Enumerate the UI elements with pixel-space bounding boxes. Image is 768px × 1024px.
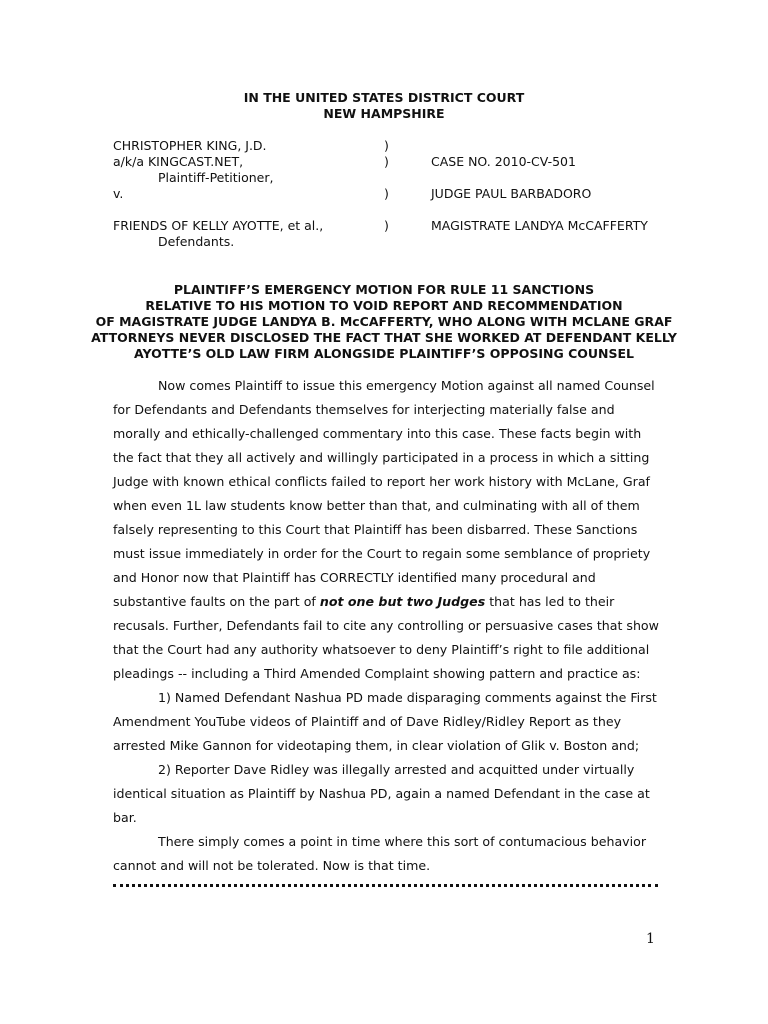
versus-label: v.: [113, 186, 124, 201]
body-line-tail: that has led to their: [485, 594, 615, 609]
motion-title-line: AYOTTE’S OLD LAW FIRM ALONGSIDE PLAINTIFF’S OPPOSING COUNSEL: [133, 346, 635, 361]
party-plaintiff-role: Plaintiff-Petitioner,: [158, 170, 274, 185]
body-line: recusals. Further, Defendants fail to cite any controlling or persuasive cases that show: [113, 618, 659, 633]
body-line: when even 1L law students know better than that, and culminating with all of them: [113, 498, 640, 513]
magistrate-name: MAGISTRATE LANDYA McCAFFERTY: [431, 218, 648, 233]
body-line: arrested Mike Gannon for videotaping them, in clear violation of Glik v. Boston and;: [113, 738, 640, 753]
motion-title-line: PLAINTIFF’S EMERGENCY MOTION FOR RULE 11 SANCTIONS: [173, 282, 595, 297]
body-line: identical situation as Plaintiff by Nashua PD, again a named Defendant in the case at: [113, 786, 650, 801]
caption-paren: ): [384, 218, 389, 233]
judge-name: JUDGE PAUL BARBADORO: [431, 186, 592, 201]
motion-title-line: ATTORNEYS NEVER DISCLOSED THE FACT THAT SHE WORKED AT DEFENDANT KELLY: [91, 330, 677, 345]
motion-title-line: OF MAGISTRATE JUDGE LANDYA B. McCAFFERTY, WHO ALONG WITH MCLANE GRAF: [95, 314, 673, 329]
body-line: must issue immediately in order for the Court to regain some semblance of propriety: [113, 546, 651, 561]
caption-paren: ): [384, 138, 389, 153]
caption-paren: ): [384, 154, 389, 169]
court-heading-line2: NEW HAMPSHIRE: [323, 106, 445, 121]
body-line-emphasis: [113, 590, 614, 614]
body-line: and Honor now that Plaintiff has CORRECTLY identified many procedural and: [113, 570, 596, 585]
emphasis-text: not one but two Judges: [319, 594, 486, 609]
body-line: that the Court had any authority whatsoever to deny Plaintiff’s right to file additional: [113, 642, 650, 657]
body-line: pleadings -- including a Third Amended Complaint showing pattern and practice as:: [113, 666, 641, 681]
body-line: There simply comes a point in time where this sort of contumacious behavior: [158, 834, 647, 849]
court-heading-line1: IN THE UNITED STATES DISTRICT COURT: [243, 90, 525, 105]
body-line: Amendment YouTube videos of Plaintiff and of Dave Ridley/Ridley Report as they: [113, 714, 622, 729]
party-plaintiff-name: CHRISTOPHER KING, J.D.: [113, 138, 267, 153]
caption-paren: ): [384, 186, 389, 201]
party-plaintiff-aka: a/k/a KINGCAST.NET,: [113, 154, 244, 169]
list-item-2: 2) Reporter Dave Ridley was illegally arrested and acquitted under virtually: [158, 762, 635, 777]
case-number: CASE NO. 2010-CV-501: [431, 154, 576, 169]
body-line: bar.: [113, 810, 137, 825]
body-line-lead: substantive faults on the part of: [113, 594, 316, 609]
page-number: 1: [646, 931, 655, 947]
party-defendant-name: FRIENDS OF KELLY AYOTTE, et al.,: [113, 218, 324, 233]
dotted-divider: [113, 884, 658, 887]
body-line: Judge with known ethical conflicts failed to report her work history with McLane, Graf: [113, 474, 650, 489]
body-line: morally and ethically-challenged commentary into this case. These facts begin with: [113, 426, 642, 441]
body-line: the fact that they all actively and willingly participated in a process in which a sitting: [113, 450, 650, 465]
party-defendant-role: Defendants.: [158, 234, 235, 249]
motion-title-line: RELATIVE TO HIS MOTION TO VOID REPORT AND RECOMMENDATION: [145, 298, 623, 313]
body-line: Now comes Plaintiff to issue this emergency Motion against all named Counsel: [158, 378, 655, 393]
body-line: for Defendants and Defendants themselves for interjecting materially false and: [113, 402, 615, 417]
body-line: falsely representing to this Court that Plaintiff has been disbarred. These Sanctions: [113, 522, 638, 537]
body-line: cannot and will not be tolerated. Now is that time.: [113, 858, 431, 873]
list-item-1: 1) Named Defendant Nashua PD made disparaging comments against the First: [158, 690, 657, 705]
